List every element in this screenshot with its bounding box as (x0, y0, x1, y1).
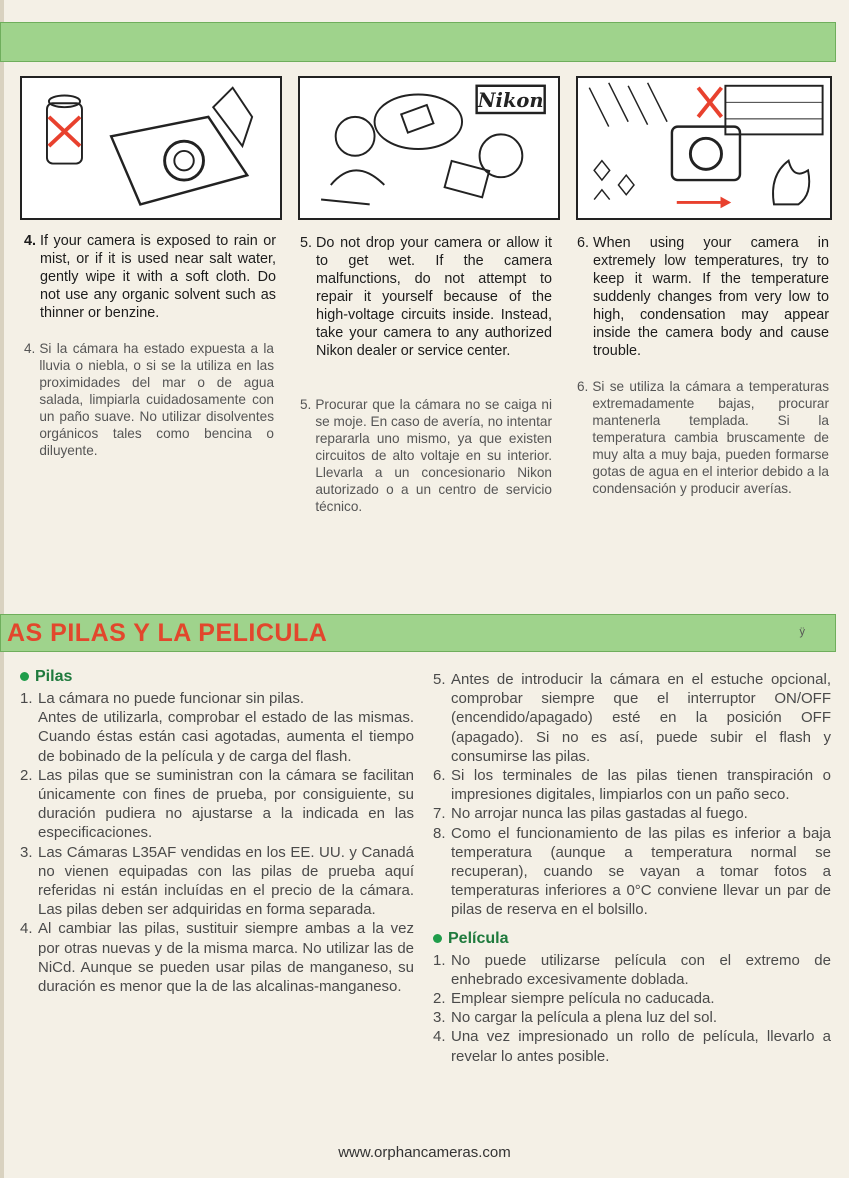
item-text: Las Cámaras L35AF vendidas en los EE. UU. y Canadá no vienen equipadas con las pilas de prueba aquí referidas ni están incluídas en el precio de la cámara. Las pilas deben ser adquiridas en forma separada. (38, 843, 414, 919)
list-item (20, 689, 414, 708)
list-item (433, 670, 831, 766)
item-number: 3. (20, 843, 33, 861)
item-text: No cargar la película a plena luz del sol. (451, 1009, 717, 1027)
item-text: Si los terminales de las pilas tienen transpiración o impresiones digitales, limpiarlos con un paño seco. (451, 767, 831, 804)
list-item (433, 824, 831, 920)
item-number: 3. (433, 1009, 446, 1027)
precaution-5-spanish (300, 396, 552, 515)
item-text: Do not drop your camera or allow it to get wet. If the camera malfunctions, do not attempt to repair it yourself because of the high-voltage circuits inside. Instead, take your camera to any authorized Nikon dealer or service center. (316, 235, 552, 359)
item-number: 2. (433, 990, 446, 1008)
list-item (433, 804, 831, 823)
item-number: 8. (433, 824, 446, 842)
pelicula-heading-text: Película (448, 929, 509, 947)
list-item (20, 708, 414, 766)
item-number: 5. (300, 235, 313, 251)
list-item (433, 989, 831, 1008)
item-number: 6. (577, 235, 590, 251)
item-number: 1. (20, 690, 33, 707)
bullet-icon (20, 672, 29, 681)
pelicula-heading (433, 928, 831, 949)
list-item (433, 951, 831, 989)
item-number: 6. (433, 767, 446, 785)
list-item (20, 766, 414, 843)
bullet-icon (433, 934, 442, 943)
item-text: Al cambiar las pilas, sustituir siempre ambas a la vez por otras nuevas y de la misma marca. No utilizar las de NiCd. Aunque se pueden usar pilas de manganeso, su duración es menor que la de las alcalinas-manganeso. (38, 920, 414, 996)
list-item (433, 1008, 831, 1027)
item-text: Las pilas que se suministran con la cámara se facilitan únicamente con fines de prueba, por consiguiente, su duración pudiera no ajustarse a la indicada en las especificaciones. (38, 766, 414, 842)
item-text: When using your camera in extremely low temperatures, try to keep it warm. If the temperature suddenly changes from very low to high, condensation may appear inside the camera body and cause trouble. (593, 235, 829, 359)
item-number: 1. (433, 951, 446, 969)
list-item (20, 919, 414, 996)
item-text: Antes de utilizarla, comprobar el estado de las mismas. Cuando éstas están casi agotadas, aumenta el tiempo de bobinado de la película y de carga del flash. (38, 709, 414, 765)
section-title: AS PILAS Y LA PELICULA (7, 619, 328, 647)
precaution-5-english (300, 234, 552, 360)
pilas-heading (20, 666, 414, 687)
precaution-6-english (577, 234, 829, 360)
page-edge-shadow (0, 0, 4, 1178)
item-text: No arrojar nunca las pilas gastadas al fuego. (451, 805, 748, 823)
item-number: 5. (433, 671, 446, 688)
item-number: 4. (433, 1028, 446, 1046)
item-text: Una vez impresionado un rollo de película, llevarlo a revelar lo antes posible. (451, 1028, 831, 1065)
section-title-band (0, 614, 836, 652)
item-text: Procurar que la cámara no se caiga ni se moje. En caso de avería, no intentar repararla uno mismo, ya que existen circuitos de alto voltaje en su interior. Llevarla a un concesionario Nikon autorizado o a un centro de servicio técnico. (315, 397, 552, 514)
footer-url: www.orphancameras.com (338, 1144, 511, 1161)
item-number: 4. (24, 341, 36, 356)
item-number: 4. (24, 233, 37, 249)
item-text: Si se utiliza la cámara a temperaturas extremadamente bajas, procurar mantenerla templada. Si la temperatura cambia bruscamente de muy alta a muy baja, pueden formarse gotas de agua en el interior debido a la condensación y producir averías. (592, 379, 829, 496)
pilas-column-left (20, 666, 414, 996)
illustration-temperature (576, 76, 832, 220)
precaution-6-spanish (577, 378, 829, 497)
list-item (433, 766, 831, 804)
nikon-sign-text: Nikon (477, 89, 544, 113)
item-number: 2. (20, 766, 33, 784)
item-number (20, 708, 38, 766)
item-number: 5. (300, 397, 312, 412)
item-number: 4. (20, 920, 33, 938)
item-number: 6. (577, 379, 589, 394)
pilas-column-right (433, 670, 831, 1066)
pilas-heading-text: Pilas (35, 668, 73, 685)
item-text: If your camera is exposed to rain or mist, or if it is used near salt water, gently wipe it with a soft cloth. Do not use any organic solvent such as thinner or benzine. (40, 233, 276, 321)
illustration-nikon-dealer (298, 76, 560, 220)
item-text: Como el funcionamiento de las pilas es inferior a baja temperatura (aunque a temperatura normal se recuperan), cuando se vayan a tomar fotos a temperaturas inferiores a 0°C conviene llevar un par de pilas de reserva en el bolsillo. (451, 824, 831, 919)
precaution-4-english (24, 232, 276, 322)
top-color-band (0, 22, 836, 62)
item-text: Emplear siempre película no caducada. (451, 990, 715, 1008)
item-text: La cámara no puede funcionar sin pilas. (38, 690, 305, 707)
item-number: 7. (433, 805, 446, 823)
list-item (20, 843, 414, 920)
item-text: Si la cámara ha estado expuesta a la lluvia o niebla, o si se la utiliza en las proximidades del mar o de agua salada, limpiarla cuidadosamente con un paño suave. No utilizar disolventes orgánicos tales como bencina o diluyente. (39, 341, 274, 458)
item-text: Antes de introducir la cámara en el estuche opcional, comprobar siempre que el interruptor ON/OFF (encendido/apagado) esté en la posición OFF (apagado). Si no es así, puede subir el flash y consumirse las pilas. (451, 671, 831, 765)
item-text: No puede utilizarse película con el extremo de enhebrado excesivamente doblada. (451, 951, 831, 988)
list-item (433, 1027, 831, 1065)
corner-mark: ÿ (799, 626, 805, 638)
illustration-rain-camera (20, 76, 282, 220)
precaution-4-spanish (24, 340, 274, 459)
